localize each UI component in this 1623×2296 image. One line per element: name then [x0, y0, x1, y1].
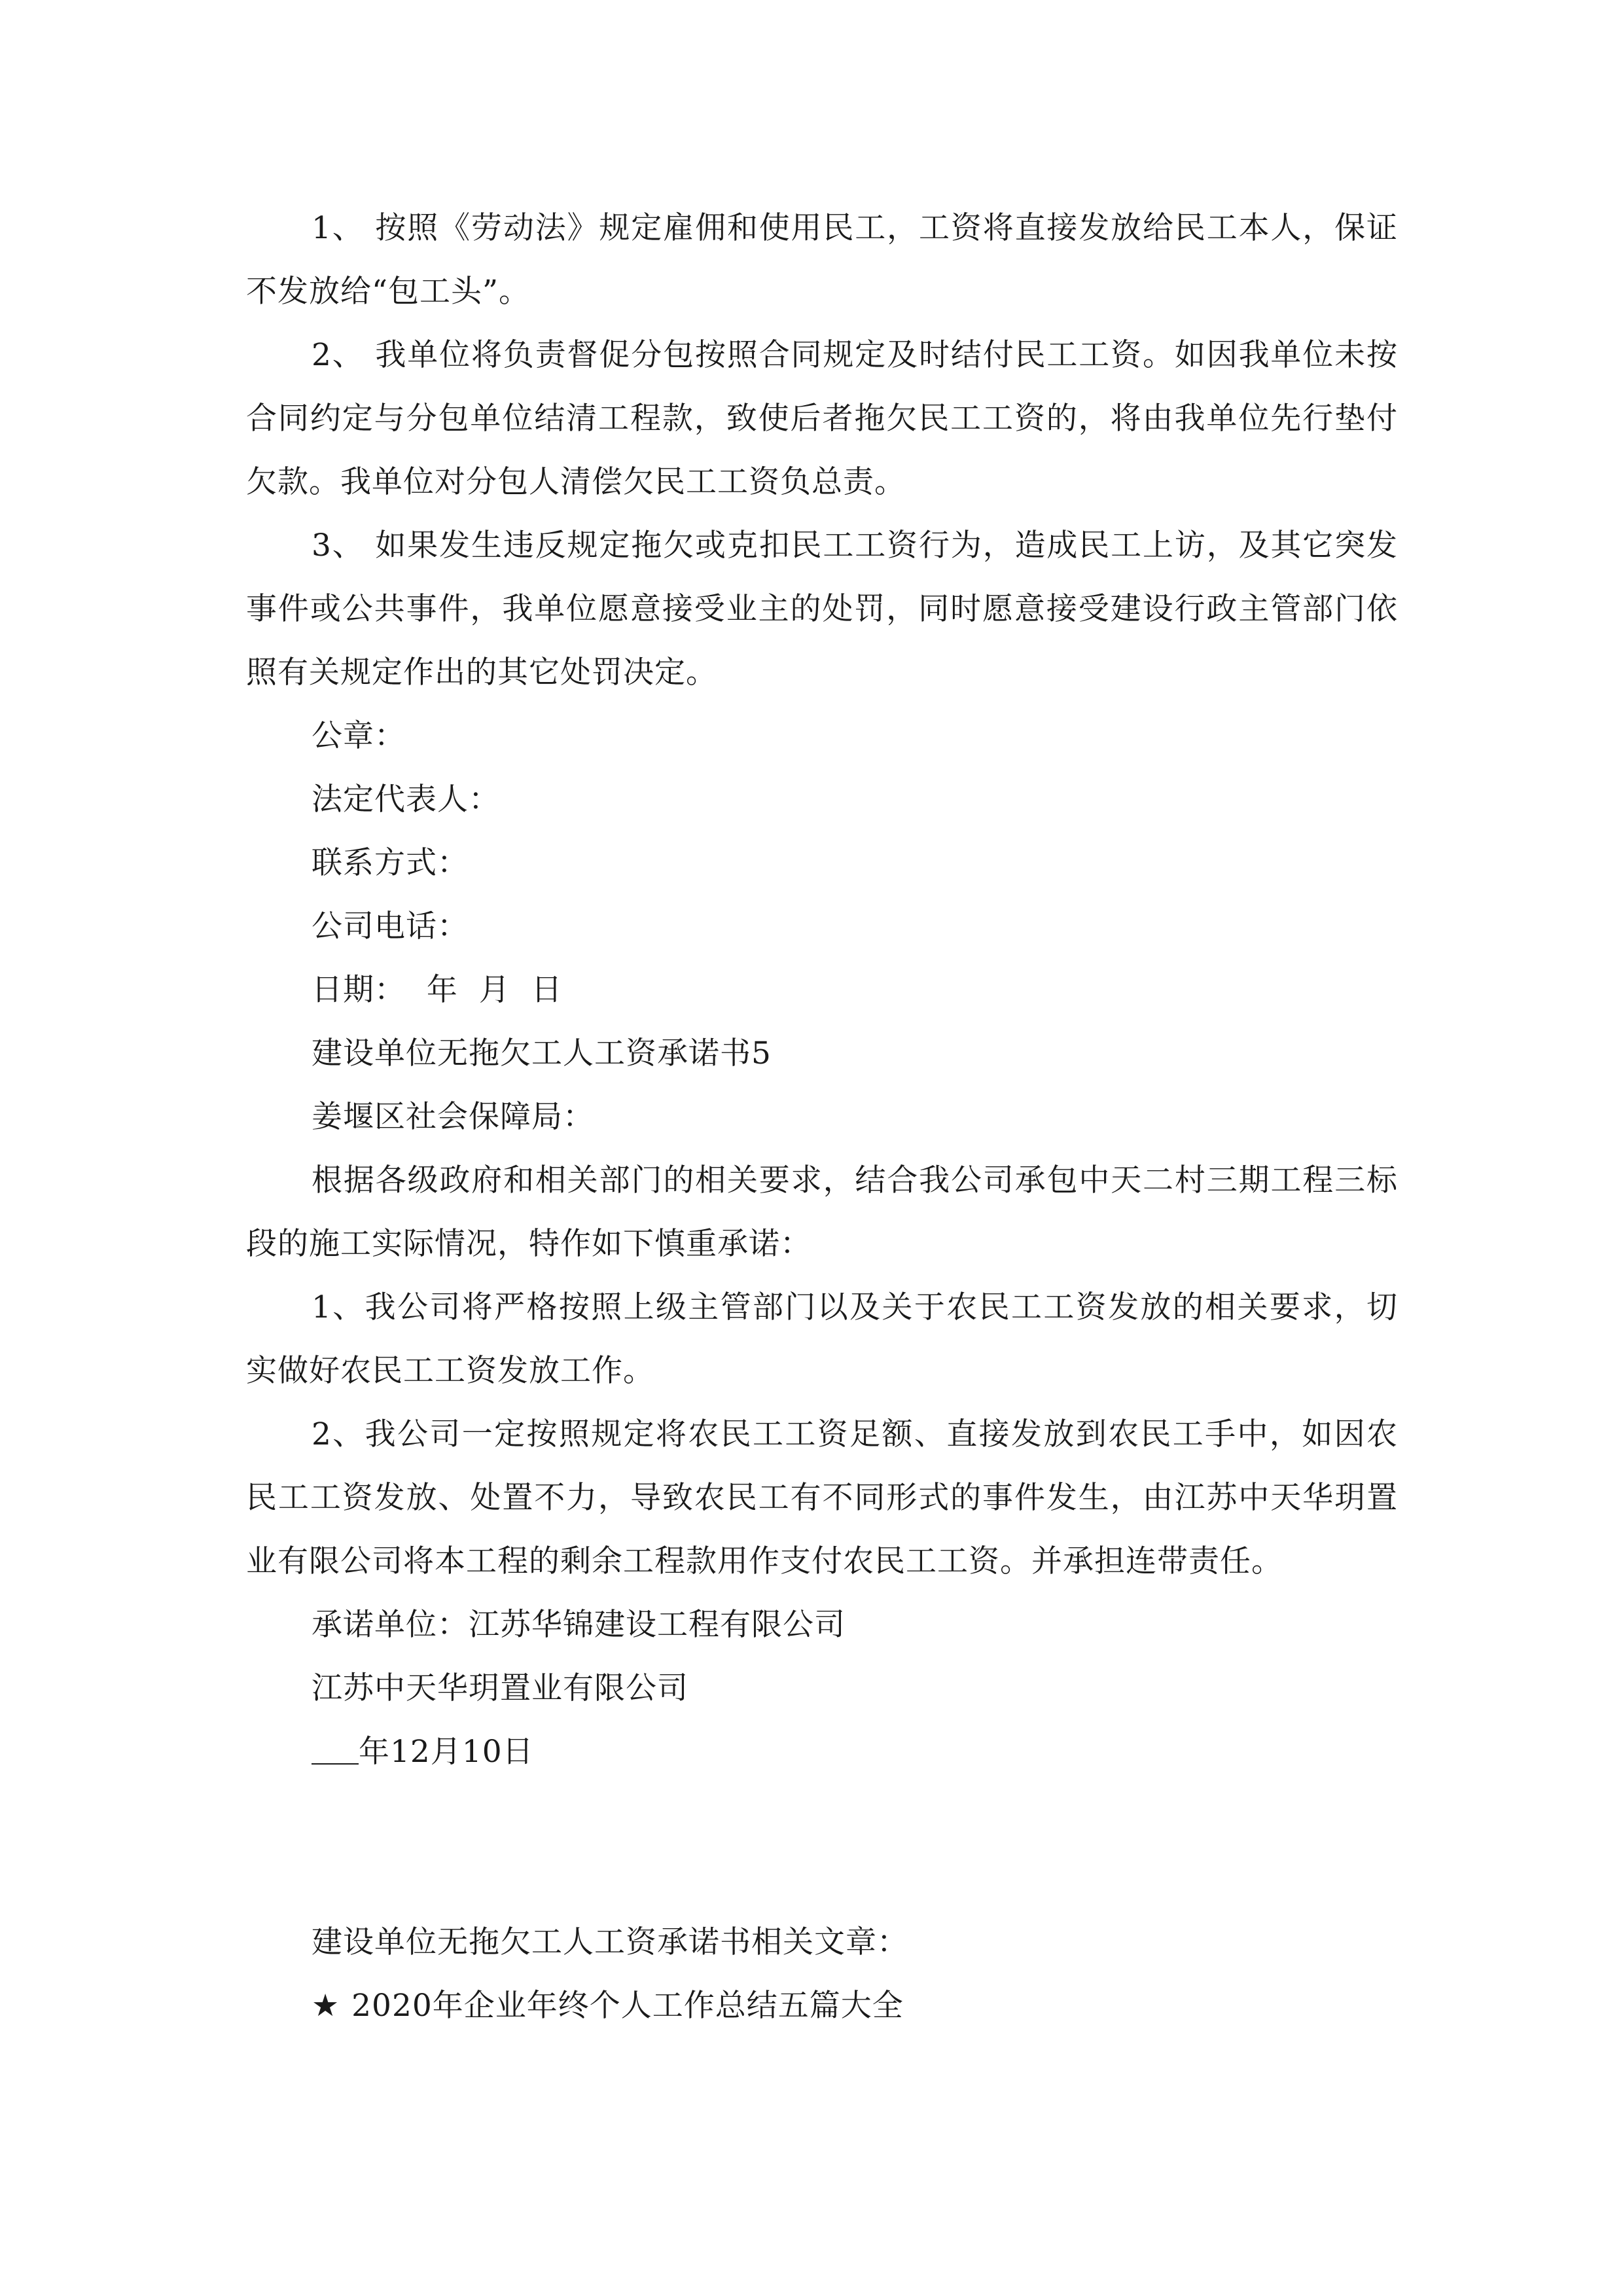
company2-line: 江苏中天华玥置业有限公司	[312, 1670, 688, 1706]
legal-rep-label: 法定代表人：	[312, 781, 500, 817]
related-articles-title: 建设单位无拖欠工人工资承诺书相关文章：	[312, 1924, 908, 1960]
letter-date-text: 年12月10日	[359, 1734, 534, 1770]
letter-title: 建设单位无拖欠工人工资承诺书5	[312, 1035, 772, 1071]
clause-3: 3、 如果发生违反规定拖欠或克扣民工工资行为，造成民工上访，及其它突发事件或公共事件，我单位愿意接受业主的处罚，同时愿意接受建设行政主管部门依照有关规定作出的其它处罚决定。	[246, 528, 1398, 691]
star-icon: ★	[312, 1988, 340, 2024]
date-label: 日期： 年 月 日	[312, 972, 563, 1008]
contact-label: 联系方式：	[312, 845, 469, 881]
letter-clause-2: 2、我公司一定按照规定将农民工工资足额、直接发放到农民工手中，如因农民工工资发放、处置不力，导致农民工有不同形式的事件发生，由江苏中天华玥置业有限公司将本工程的剩余工程款用作支付农民工工资。并承担连带责任。	[246, 1416, 1398, 1579]
letter-addressee: 姜堰区社会保障局：	[312, 1099, 594, 1135]
spacer	[246, 1784, 1398, 1910]
date-blank	[312, 1737, 359, 1765]
document-body	[246, 196, 1398, 2037]
phone-label: 公司电话：	[312, 908, 469, 944]
clause-2: 2、 我单位将负责督促分包按照合同规定及时结付民工工资。如因我单位未按合同约定与分包单位结清工程款，致使后者拖欠民工工资的，将由我单位先行垫付欠款。我单位对分包人清偿欠民工工资负总责。	[246, 337, 1398, 500]
letter-intro: 根据各级政府和相关部门的相关要求，结合我公司承包中天二村三期工程三标段的施工实际情况，特作如下慎重承诺：	[246, 1162, 1398, 1262]
clause-1: 1、 按照《劳动法》规定雇佣和使用民工，工资将直接发放给民工本人，保证不发放给“包工头”。	[246, 210, 1398, 310]
letter-date	[246, 1720, 1398, 1784]
promisor-line: 承诺单位：江苏华锦建设工程有限公司	[312, 1607, 846, 1643]
related-article-text: 2020年企业年终个人工作总结五篇大全	[351, 1988, 904, 2024]
seal-label: 公章：	[312, 718, 406, 754]
related-article-link[interactable]	[246, 1974, 1398, 2037]
letter-clause-1: 1、我公司将严格按照上级主管部门以及关于农民工工资发放的相关要求，切实做好农民工工资发放工作。	[246, 1289, 1398, 1389]
